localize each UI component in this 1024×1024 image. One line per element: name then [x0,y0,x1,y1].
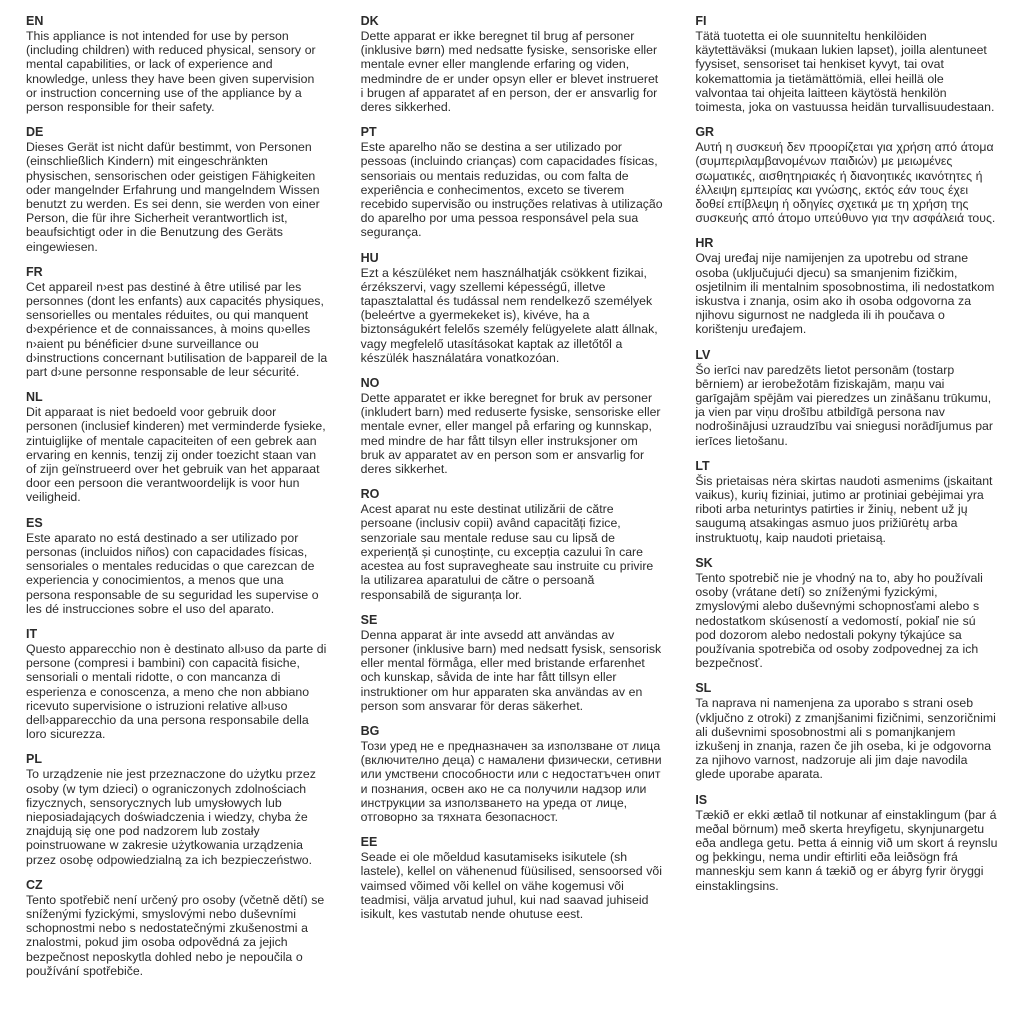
warning-text: Αυτή η συσκευή δεν προορίζεται για χρήση από άτομα (συμπεριλαμβανομένων παιδιών) με μειωμένες σωματικές, αισθητηριακές ή διανοητικές ικανότητες ή έλλειψη εμπειρίας και γνώσης, εκτός εάν τους έχει δοθεί επίβλεψη ή οδηγίες σχετικά με τη χρήση της συσκευής από άτομο υπεύθυνο για την ασφάλειά τους. [695,140,996,226]
language-code: GR [695,125,715,140]
warning-text: Ezt a készüléket nem használhatják csökkent fizikai, érzékszervi, vagy szellemi képességű, illetve tapasztalattal és tudással nem rendelkező személyek (beleértve a gyermekeket is), kivéve, ha a biztonságukért felelős személy felügyelete alatt állnak, vagy megfelelő utasításokat kaptak az illetőtől a készülék használatára vonatkozóan. [360,265,658,365]
column-3 [695,14,998,904]
language-section [361,125,664,239]
warning-text: Este aparelho não se destina a ser utilizado por pessoas (incluindo crianças) com capacidades físicas, sensoriais ou mentais reduzidas, ou com falta de experiência e conhecimentos, exceto se tiverem recebido supervisão ou instruções relativas à utilização do aparelho por uma pessoa responsável pela sua segurança. [360,140,663,240]
language-code: IS [695,792,708,807]
language-section [26,516,329,616]
language-code: NL [26,390,43,405]
warning-text: Denna apparat är inte avsedd att användas av personer (inklusive barn) med nedsatt fysisk, sensorisk eller mental förmåga, eller med bristande erfarenhet och kunskap, såvida de inte har fått tillsyn eller instruktioner om hur apparaten ska användas av en person som ansvarar för deras säkerhet. [360,627,662,713]
language-code: BG [360,723,380,738]
column-2 [361,14,664,932]
language-section [26,752,329,866]
warning-text: Šis prietaisas nėra skirtas naudoti asmenims (įskaitant vaikus), kurių fiziniai, jutimo ar protiniai gebėjimai yra riboti arba neturintys patirties ir žinių, nebent už jų saugumą atsakingas asmuo juos prižiūrėtų arba instruktuotų, kaip naudoti prietaisą. [695,473,993,545]
warning-text: Този уред не е предназначен за използване от лица (включително деца) с намалени физически, сетивни или умствени способности или с недостатъчен опит и познания, освен ако не са получили надзор или инструкции за използването на уреда от лице, отговорно за тяхната безопасност. [360,738,662,824]
language-section [26,265,329,379]
language-section [695,125,998,225]
warning-text: Dieses Gerät ist nicht dafür bestimmt, von Personen (einschließlich Kindern) mit eingeschränkten physischen, sensorischen oder geistigen Fähigkeiten oder mangelnder Erfahrung und mangelndem Wissen benutzt zu werden. Es sei denn, sie werden von einer Person, die für ihre Sicherheit verantwortlich ist, beaufsichtigt oder in die Benutzung des Geräts eingewiesen. [26,140,320,254]
warning-text: Este aparato no está destinado a ser utilizado por personas (incluidos niños) con capacidades físicas, sensoriales o mentales reducidas o que carezcan de experiencia y conocimientos, a menos que una persona responsable de su seguridad les supervise o les dé instrucciones sobre el uso del aparato. [26,530,319,616]
language-section [695,236,998,336]
language-section [26,627,329,741]
warning-text: Šo ierīci nav paredzēts lietot personām (tostarp bērniem) ar ierobežotām fiziskajām, maņu vai garīgajām spējām vai pieredzes un zināšanu trūkumu, ja vien par viņu drošību atbildīgā persona nav nodrošinājusi uzraudzību vai sniegusi norādījumus par ierīces lietošanu. [695,362,993,448]
language-code: PL [26,752,42,767]
language-code: CZ [26,877,43,892]
warning-text: This appliance is not intended for use by person (including children) with reduced physical, sensory or mental capabilities, or lack of experience and knowledge, unless they have been given supervision or instruction concerning use of the appliance by a person responsible for their safety. [26,29,316,115]
language-section [26,390,329,504]
language-code: FI [695,14,707,28]
language-section [26,878,329,978]
warning-text: Questo apparecchio non è destinato all›uso da parte di persone (compresi i bambini) con capacità fisiche, sensoriali o mentali ridotte, o con mancanza di esperienza e conoscenza, a meno che non abbiano ricevuto supervisione o istruzioni relative all›uso dell›apparecchio da una persona responsabile della loro sicurezza. [26,641,327,742]
warning-text: Ta naprava ni namenjena za uporabo s strani oseb (vključno z otroki) z zmanjšanimi fizičnimi, senzoričnimi ali duševnimi sposobnostmi ali s pomanjkanjem izkušenj in znanja, razen če jih oseba, ki je odgovorna za njihovo varnost, nadzoruje ali jim daje navodila glede uporabe aparata. [695,696,996,782]
language-section [361,613,664,713]
warning-text: Tento spotřebič není určený pro osoby (včetně dětí) se sníženými fyzickými, smyslovými nebo duševními schopnostmi nebo s nedostatečnými zkušenostmi a znalostmi, pokud jim osoba odpovědná za jejich bezpečnost neposkytla dohled nebo je nepoučila o používání spotřebiče. [26,892,325,978]
column-1 [26,14,329,989]
language-section [695,459,998,545]
warning-text: Dette apparatet er ikke beregnet for bruk av personer (inkludert barn) med reduserte fysiske, sensoriske eller mentale evner, eller mangel på erfaring og kunnskap, med mindre de har fått tilsyn eller instruksjoner om bruk av apparatet av en person som er ansvarlig for deres sikkerhet. [360,391,661,477]
language-code: FR [26,264,43,279]
language-code: SL [695,681,712,696]
warning-text: Cet appareil n›est pas destiné à être utilisé par les personnes (dont les enfants) aux capacités physiques, sensorielles ou mentales réduites, ou qui manquent d›expérience et de connaissances, à moins qu›elles n›aient pu bénéficier d›une surveillance ou d›instructions concernant l›utilisation de l›appareil de la part d›une personne responsable de leur sécurité. [26,279,328,380]
language-section [695,14,998,114]
language-code: NO [360,376,380,391]
language-code: RO [360,487,380,502]
warning-text: To urządzenie nie jest przeznaczone do użytku przez osoby (w tym dzieci) o ograniczonych zdolnościach fizycznych, sensorycznych lub umysłowych lub nieposiadających doświadczenia i wiedzy, chyba że znajdują się one pod nadzorem lub zostały poinstruowane w zakresie użytkowania urządzenia przez osobę odpowiedzialną za ich bezpieczeństwo. [26,767,316,867]
language-code: HR [695,236,714,251]
language-code: LV [695,347,711,362]
language-section [361,835,664,921]
language-section [26,125,329,254]
language-section [695,681,998,781]
language-code: HU [360,250,379,265]
language-section [695,556,998,670]
language-section [361,487,664,601]
language-section [361,724,664,824]
language-code: LT [695,458,710,473]
warning-text: Dette apparat er ikke beregnet til brug af personer (inklusive børn) med nedsatte fysiske, sensoriske eller mentale evner eller manglende erfaring og viden, medmindre de er under opsyn eller er blevet instrueret i brugen af apparatet af en person, der er ansvarlig for deres sikkerhed. [360,29,659,115]
warning-text: Acest aparat nu este destinat utilizării de către persoane (inclusiv copii) având capacități fizice, senzoriale sau mentale reduse sau cu lipsă de experiență și cunoștințe, cu excepția cazului în care acestea au fost supravegheate sau instruite cu privire la utilizarea aparatului de către o persoană responsabilă de siguranța lor. [360,502,654,602]
language-code: PT [360,125,377,140]
warning-text: Dit apparaat is niet bedoeld voor gebruik door personen (inclusief kinderen) met verminderde fysieke, zintuiglijke of mentale capaciteiten of een gebrek aan ervaring en kennis, tenzij zij onder toezicht staan van of zijn geïnstrueerd over het gebruik van het apparaat door een persoon die verantwoordelijk is voor hun veiligheid. [26,405,326,505]
language-section [361,376,664,476]
language-section [695,348,998,448]
language-code: DE [26,125,44,140]
warning-text: Tätä tuotetta ei ole suunniteltu henkilöiden käytettäväksi (mukaan lukien lapset), joilla alentuneet fyysiset, sensoriset tai henkiset kyvyt, tai ovat kokemattomia ja tietämättömiä, ellei heillä ole valvontaa tai ohjeita laitteen käytöstä henkilön toimesta, joka on vastuussa heidän turvallisuudestaan. [695,29,995,115]
language-section [695,793,998,893]
language-section [361,251,664,365]
language-code: ES [26,515,43,530]
language-code: EN [26,14,44,28]
warning-text: Seade ei ole mõeldud kasutamiseks isikutele (sh lastele), kellel on vähenenud füüsilised, sensoorsed või vaimsed võimed või kellel on vähe kogemusi või teadmisi, välja arvatud juhul, kui nad saavad juhiseid isikult, kes vastutab nende ohutuse eest. [360,850,662,921]
language-section [26,14,329,114]
warning-text: Tækið er ekki ætlað til notkunar af einstaklingum (þar á meðal börnum) með skerta hreyfigetu, skynjunargetu eða andlega getu. Þetta á einnig við um skort á reynslu og þekkingu, nema undir eftirliti eða leiðsögn frá manneskju sem kann á tækið og er ábyrg fyrir öryggi einstaklingsins. [695,807,998,893]
language-code: DK [360,14,379,28]
language-code: SE [360,612,378,627]
language-code: SK [695,555,713,570]
warning-text: Ovaj uređaj nije namijenjen za upotrebu od strane osoba (uključujući djecu) sa smanjenim fizičkim, osjetilnim ili mentalnim sposobnostima, ili nedostatkom iskustva i znanja, osim ako ih osoba odgovorna za njihovu sigurnost ne nadgleda ili ih poučava o korištenju uređajem. [695,251,995,337]
language-code: IT [26,626,38,641]
language-code: EE [360,835,378,850]
warning-text: Tento spotrebič nie je vhodný na to, aby ho používali osoby (vrátane detí) so zníženými fyzickými, zmyslovými alebo duševnými schopnosťami alebo s nedostatkom skúseností a vedomostí, pokiaľ nie sú pod dozorom alebo nedostali pokyny týkajúce sa používania spotrebiča od osoby zodpovednej za ich bezpečnosť. [695,570,983,671]
language-section [361,14,664,114]
